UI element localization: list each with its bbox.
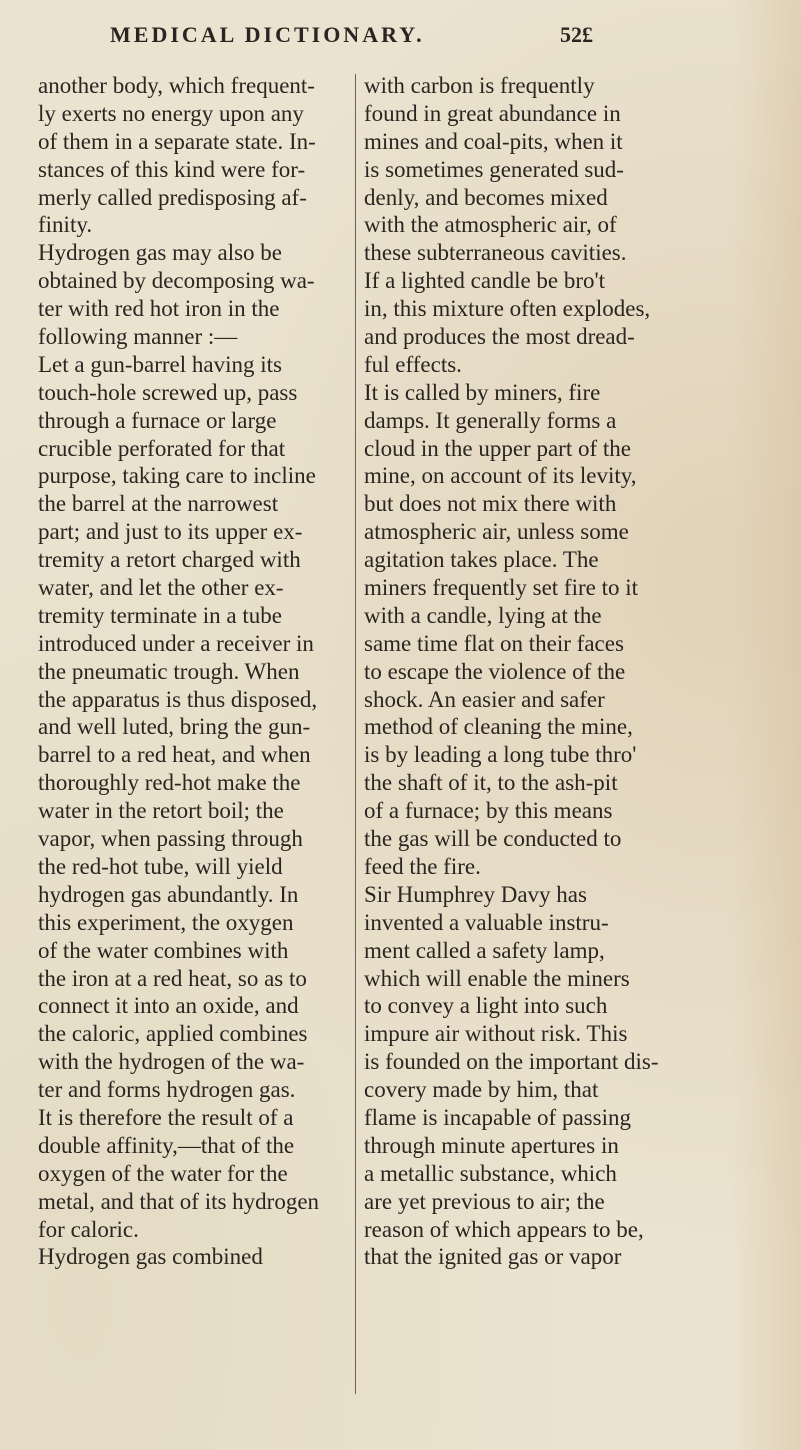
text-line: metal, and that of its hydrogen bbox=[38, 1188, 320, 1214]
column-divider bbox=[355, 74, 356, 1394]
text-line: Hydrogen gas combined bbox=[38, 1244, 263, 1270]
text-line: oxygen of the water for the bbox=[38, 1160, 288, 1186]
text-line: miners frequently set fire to it bbox=[364, 575, 639, 601]
page-number: 52£ bbox=[560, 22, 593, 47]
running-head bbox=[0, 22, 801, 62]
text-line: the shaft of it, to the ash-pit bbox=[364, 770, 618, 796]
text-line: to escape the violence of the bbox=[364, 658, 626, 684]
text-line: of the water combines with bbox=[38, 937, 289, 963]
text-line: It is called by miners, fire bbox=[364, 379, 601, 405]
text-line: feed the fire. bbox=[364, 853, 481, 879]
text-line: purpose, taking care to incline bbox=[38, 463, 316, 489]
text-line: same time flat on their faces bbox=[364, 630, 624, 656]
text-line: shock. An easier and safer bbox=[364, 686, 605, 712]
text-line: connect it into an oxide, and bbox=[38, 993, 299, 1019]
text-line: touch-hole screwed up, pass bbox=[38, 379, 298, 405]
right-column bbox=[364, 72, 716, 1271]
text-line: ful effects. bbox=[364, 351, 462, 377]
text-line: thoroughly red-hot make the bbox=[38, 770, 301, 796]
page-edge-shading bbox=[731, 0, 801, 1450]
text-line: damps. It generally forms a bbox=[364, 407, 617, 433]
text-line: finity. bbox=[38, 212, 93, 238]
text-line: are yet previous to air; the bbox=[364, 1188, 605, 1214]
text-line: that the ignited gas or vapor bbox=[364, 1244, 622, 1270]
text-line: method of cleaning the mine, bbox=[364, 714, 633, 740]
text-line: with the atmospheric air, of bbox=[364, 212, 617, 238]
text-line: the apparatus is thus disposed, bbox=[38, 686, 318, 712]
text-line: of a furnace; by this means bbox=[364, 798, 613, 824]
text-line: is founded on the important dis- bbox=[364, 1049, 659, 1075]
text-line: If a lighted candle be bro't bbox=[364, 268, 606, 294]
text-line: obtained by decomposing wa- bbox=[38, 268, 315, 294]
text-line: and produces the most dread- bbox=[364, 324, 635, 350]
text-line: double affinity,—that of the bbox=[38, 1132, 295, 1158]
text-line: ter and forms hydrogen gas. bbox=[38, 1077, 296, 1103]
running-title: MEDICAL DICTIONARY. bbox=[110, 22, 425, 47]
text-line: flame is incapable of passing bbox=[364, 1104, 631, 1130]
text-line: to convey a light into such bbox=[364, 993, 608, 1019]
text-line: impure air without risk. This bbox=[364, 1021, 628, 1047]
text-line: ter with red hot iron in the bbox=[38, 296, 280, 322]
text-line: ment called a safety lamp, bbox=[364, 937, 605, 963]
text-line: tremity terminate in a tube bbox=[38, 602, 282, 628]
text-line: invented a valuable instru- bbox=[364, 909, 609, 935]
text-line: is sometimes generated sud- bbox=[364, 156, 624, 182]
text-line: which will enable the miners bbox=[364, 965, 630, 991]
text-line: crucible perforated for that bbox=[38, 435, 286, 461]
text-line: the red-hot tube, will yield bbox=[38, 853, 283, 879]
text-line: following manner :— bbox=[38, 324, 238, 350]
text-line: introduced under a receiver in bbox=[38, 630, 314, 656]
text-line: part; and just to its upper ex- bbox=[38, 519, 303, 545]
text-line: mines and coal-pits, when it bbox=[364, 128, 623, 154]
text-line: Let a gun-barrel having its bbox=[38, 351, 282, 377]
text-line: the iron at a red heat, so as to bbox=[38, 965, 307, 991]
text-line: atmospheric air, unless some bbox=[364, 519, 629, 545]
text-line: It is therefore the result of a bbox=[38, 1104, 294, 1130]
text-line: with the hydrogen of the wa- bbox=[38, 1049, 305, 1075]
text-line: for caloric. bbox=[38, 1216, 139, 1242]
text-line: these subterraneous cavities. bbox=[364, 240, 627, 266]
text-line: a metallic substance, which bbox=[364, 1160, 617, 1186]
text-line: through a furnace or large bbox=[38, 407, 277, 433]
text-line: another body, which frequent- bbox=[38, 73, 315, 98]
text-line: denly, and becomes mixed bbox=[364, 184, 608, 210]
text-line: this experiment, the oxygen bbox=[38, 909, 294, 935]
text-line: the gas will be conducted to bbox=[364, 826, 622, 852]
text-line: reason of which appears to be, bbox=[364, 1216, 644, 1242]
left-column bbox=[38, 72, 350, 1271]
text-line: the barrel at the narrowest bbox=[38, 491, 279, 517]
text-line: barrel to a red heat, and when bbox=[38, 742, 311, 768]
text-line: the caloric, applied combines bbox=[38, 1021, 308, 1047]
text-line: water, and let the other ex- bbox=[38, 575, 284, 601]
text-line: merly called predisposing af- bbox=[38, 184, 307, 210]
text-line: but does not mix there with bbox=[364, 491, 617, 517]
text-line: the pneumatic trough. When bbox=[38, 658, 300, 684]
text-line: water in the retort boil; the bbox=[38, 798, 284, 824]
text-line: found in great abundance in bbox=[364, 100, 621, 126]
text-line: covery made by him, that bbox=[364, 1077, 599, 1103]
text-line: Hydrogen gas may also be bbox=[38, 240, 282, 266]
text-line: tremity a retort charged with bbox=[38, 547, 301, 573]
text-line: stances of this kind were for- bbox=[38, 156, 306, 182]
text-line: cloud in the upper part of the bbox=[364, 435, 631, 461]
text-line: and well luted, bring the gun- bbox=[38, 714, 311, 740]
text-line: agitation takes place. The bbox=[364, 547, 599, 573]
text-line: ly exerts no energy upon any bbox=[38, 100, 304, 126]
text-line: mine, on account of its levity, bbox=[364, 463, 637, 489]
text-line: vapor, when passing through bbox=[38, 826, 303, 852]
text-line: through minute apertures in bbox=[364, 1132, 619, 1158]
text-line: Sir Humphrey Davy has bbox=[364, 881, 587, 907]
text-line: of them in a separate state. In- bbox=[38, 128, 316, 154]
text-line: is by leading a long tube thro' bbox=[364, 742, 637, 768]
text-line: hydrogen gas abundantly. In bbox=[38, 881, 299, 907]
text-line: with carbon is frequently bbox=[364, 73, 595, 98]
text-line: in, this mixture often explodes, bbox=[364, 296, 651, 322]
text-line: with a candle, lying at the bbox=[364, 602, 602, 628]
